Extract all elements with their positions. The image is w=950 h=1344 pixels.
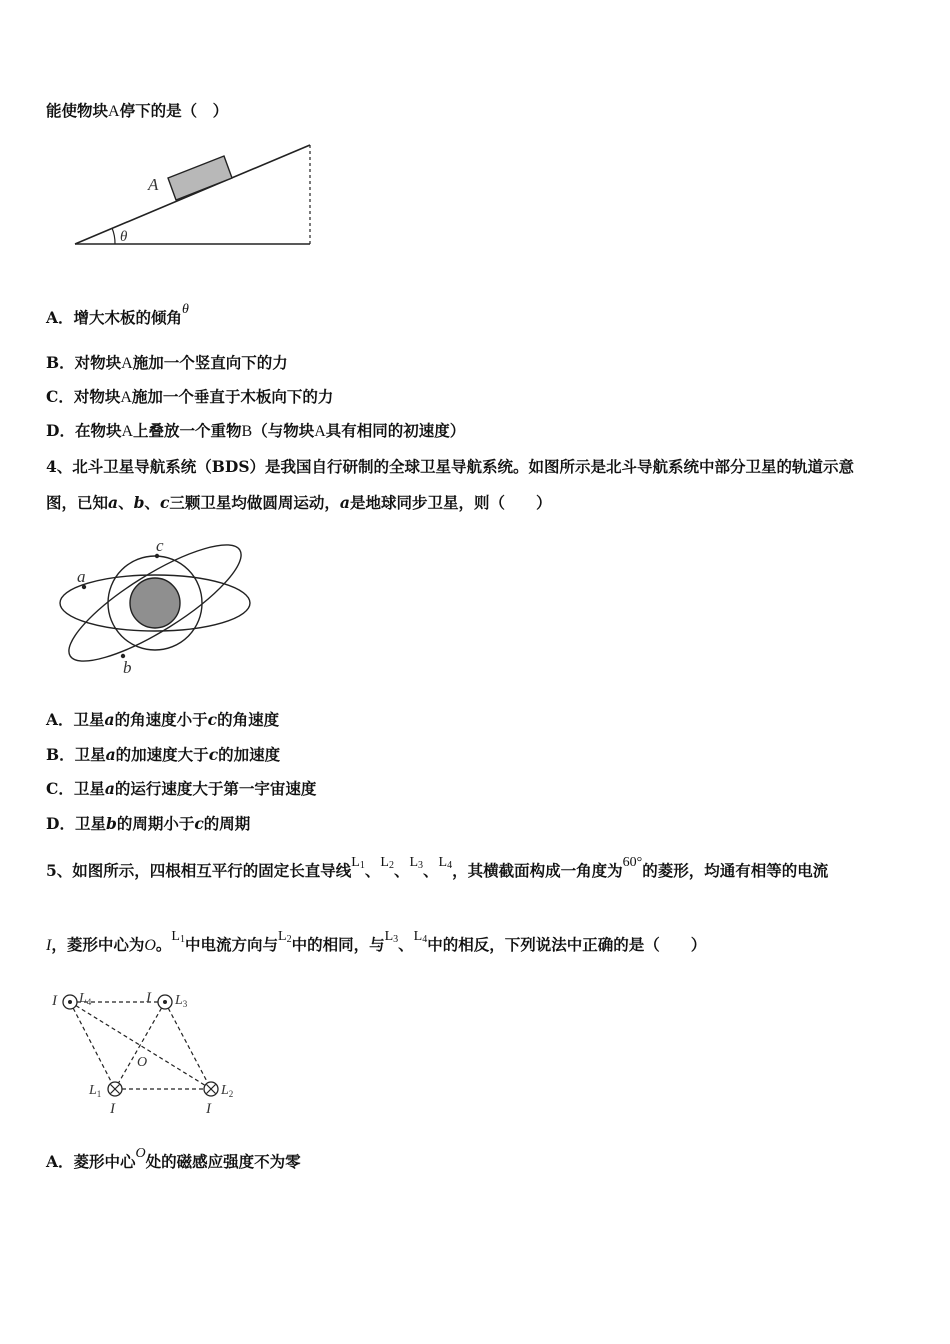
earth <box>130 578 180 628</box>
label-L4: $L_4$ <box>79 991 92 1007</box>
incline-slope <box>75 145 310 244</box>
edge-L3-L2 <box>165 1002 211 1089</box>
q5-line2: I，菱形中心为O。$L_1$中电流方向与$L_2$中的相同，与$L_3$、$L_4$中的相反，下列说法中正确的是（ ） <box>46 929 707 954</box>
wire-L4: $L_4$ <box>438 855 453 871</box>
label-I-L4: I <box>52 993 57 1009</box>
rhombus-figure <box>45 980 255 1120</box>
label-I-L2: I <box>206 1101 211 1117</box>
label-b: b <box>123 658 132 677</box>
symbol-theta: θ <box>182 302 189 317</box>
dot-L4 <box>68 1000 72 1004</box>
q4-line2: 图，已知a、b、c三颗卫星均做圆周运动，a是地球同步卫星，则（ ） <box>46 493 552 512</box>
symbol-A: A <box>108 103 120 120</box>
q5-line1: 5、如图所示，四根相互平行的固定长直导线$L_1$、$L_2$、$L_3$、$L_4$，其横截面构成一角度为60°的菱形，均通有相等的电流 <box>46 855 829 880</box>
option-4B: B．卫星a的加速度大于c的加速度 <box>46 745 281 764</box>
option-4C: C．卫星a的运行速度大于第一宇宙速度 <box>46 779 317 798</box>
option-4A: A．卫星a的角速度小于c的角速度 <box>46 710 280 729</box>
option-5A: A．菱形中心O处的磁感应强度不为零 <box>46 1146 301 1171</box>
block-A <box>168 156 232 200</box>
incline-figure <box>70 140 320 250</box>
label-I-L3: I <box>146 990 151 1006</box>
option-3A: A．增大木板的倾角θ <box>46 302 189 327</box>
label-c: c <box>156 536 164 555</box>
label-A: A <box>148 175 159 194</box>
theta-arc <box>112 228 115 244</box>
label-L1: $L_1$ <box>89 1083 102 1099</box>
intro-line: 能使物块A停下的是（ ） <box>46 101 229 120</box>
wire-L3: $L_3$ <box>409 855 424 871</box>
option-3B: B．对物块A施加一个竖直向下的力 <box>46 353 288 372</box>
diag-L3-L1 <box>115 1002 165 1089</box>
label-theta: θ <box>120 229 128 245</box>
q4-line1: 4、北斗卫星导航系统（BDS）是我国自行研制的全球卫星导航系统。如图所示是北斗导航系统中部分卫星的轨道示意 <box>46 457 855 476</box>
wire-L1: $L_1$ <box>351 855 365 871</box>
option-3C: C．对物块A施加一个垂直于木板向下的力 <box>46 387 334 406</box>
orbit-figure <box>55 535 265 680</box>
option-3D: D．在物块A上叠放一个重物B（与物块A具有相同的初速度） <box>46 421 466 440</box>
wire-L2: $L_2$ <box>380 855 394 871</box>
label-L2: $L_2$ <box>221 1083 234 1099</box>
label-L3: $L_3$ <box>175 993 188 1009</box>
label-O: O <box>137 1055 148 1070</box>
angle-60: 60° <box>622 855 643 870</box>
label-a: a <box>77 567 86 586</box>
option-4D: D．卫星b的周期小于c的周期 <box>46 814 251 833</box>
label-I-L1: I <box>110 1101 115 1117</box>
edge-L4-L1 <box>70 1002 115 1089</box>
dot-L3 <box>163 1000 167 1004</box>
